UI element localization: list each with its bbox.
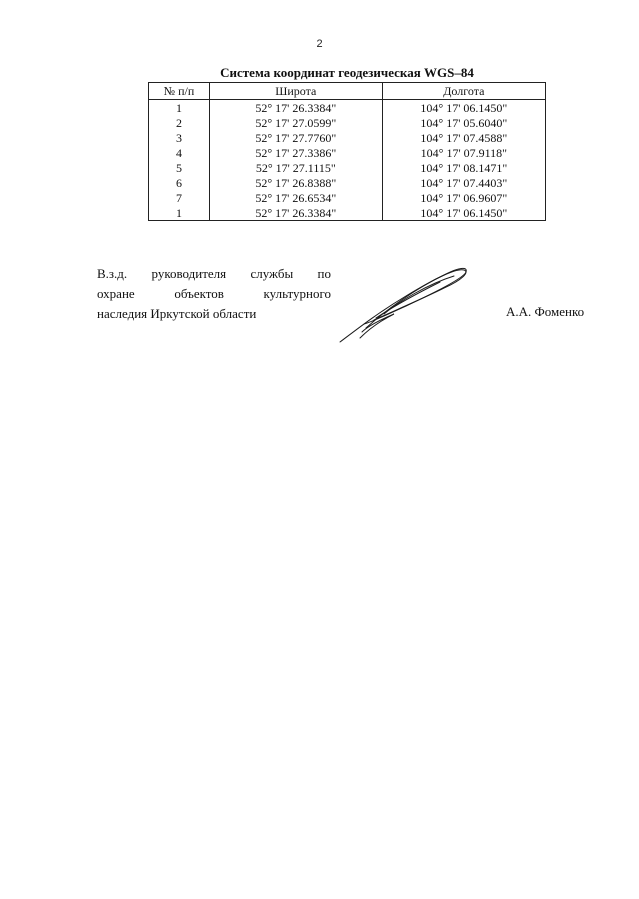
cell-latitude: 52° 17' 27.1115" [209,160,382,175]
table-row [149,160,546,175]
table-row [149,145,546,160]
page-number: 2 [316,38,323,50]
cell-longitude: 104° 17' 08.1471" [382,160,545,175]
table-title: Система координат геодезическая WGS–84 [220,65,474,80]
cell-number: 1 [149,205,210,221]
cell-latitude: 52° 17' 27.3386" [209,145,382,160]
coordinates-table [148,82,546,221]
signer-position-line: В.з.д. руководителя службы по [97,266,331,281]
header-number: № п/п [149,83,210,100]
signer-name: А.А. Фоменко [506,304,585,319]
cell-latitude: 52° 17' 27.0599" [209,115,382,130]
cell-latitude: 52° 17' 26.3384" [209,100,382,116]
cell-longitude: 104° 17' 07.4588" [382,130,545,145]
cell-number: 2 [149,115,210,130]
cell-number: 6 [149,175,210,190]
cell-longitude: 104° 17' 06.1450" [382,205,545,221]
cell-number: 7 [149,190,210,205]
cell-longitude: 104° 17' 06.9607" [382,190,545,205]
header-longitude: Долгота [382,83,545,100]
cell-latitude: 52° 17' 27.7760" [209,130,382,145]
table-row [149,100,546,116]
signer-position [97,264,331,324]
cell-longitude: 104° 17' 07.9118" [382,145,545,160]
cell-number: 3 [149,130,210,145]
cell-number: 1 [149,100,210,116]
table-row [149,205,546,221]
cell-latitude: 52° 17' 26.8388" [209,175,382,190]
signer-position-line: охране объектов культурного [97,286,331,301]
cell-longitude: 104° 17' 05.6040" [382,115,545,130]
header-latitude: Широта [209,83,382,100]
table-row [149,190,546,205]
cell-latitude: 52° 17' 26.3384" [209,205,382,221]
cell-longitude: 104° 17' 06.1450" [382,100,545,116]
signer-position-line: наследия Иркутской области [97,306,257,321]
table-row [149,175,546,190]
cell-number: 5 [149,160,210,175]
table-row [149,115,546,130]
cell-number: 4 [149,145,210,160]
handwritten-signature [336,262,476,346]
table-row [149,130,546,145]
cell-latitude: 52° 17' 26.6534" [209,190,382,205]
cell-longitude: 104° 17' 07.4403" [382,175,545,190]
table-header-row [149,83,546,100]
